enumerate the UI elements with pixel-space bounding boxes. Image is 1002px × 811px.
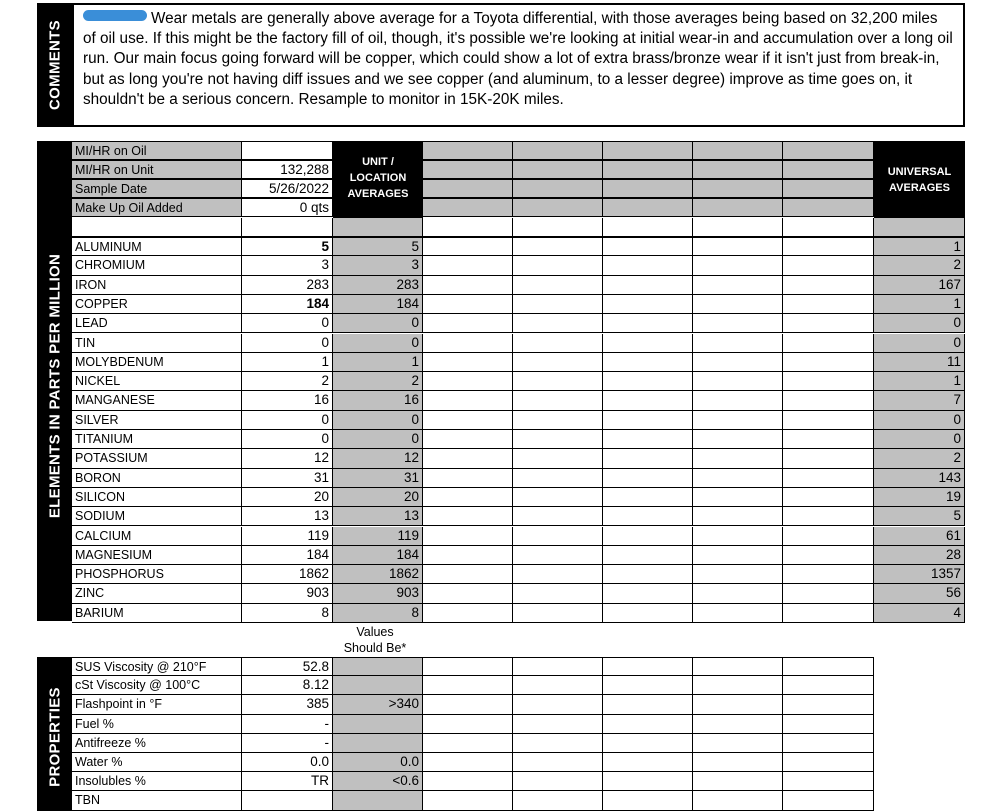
sample-info-value: 0 qts [242,198,333,217]
element-history-cell [783,604,874,623]
element-universal-avg: 1 [874,372,965,391]
element-history-cell [603,546,693,565]
sample-info-col-cell [513,179,603,198]
element-unit-avg: 283 [333,276,423,295]
property-should-be [333,791,423,810]
element-history-cell [603,256,693,275]
element-history-cell [693,604,783,623]
spacer-row-cell [513,218,603,237]
element-history-cell [693,546,783,565]
element-history-cell [783,353,874,372]
comments-sidebar [37,3,72,127]
property-history-cell [423,734,513,753]
property-history-cell [693,676,783,695]
element-history-cell [783,334,874,353]
sample-info-col-cell [423,141,513,160]
properties-sidebar [37,657,72,811]
element-history-cell [693,334,783,353]
element-name: TIN [72,334,242,353]
element-universal-avg: 0 [874,314,965,333]
property-history-cell [693,734,783,753]
property-history-cell [783,772,874,791]
element-history-cell [783,391,874,410]
sample-info-col-cell [603,141,693,160]
property-history-cell [693,753,783,772]
element-history-cell [693,507,783,526]
element-history-cell [603,391,693,410]
element-unit-avg: 1 [333,353,423,372]
element-history-cell [693,314,783,333]
element-history-cell [423,411,513,430]
element-unit-avg: 13 [333,507,423,526]
elements-section-label: ELEMENTS IN PARTS PER MILLION [46,253,63,519]
element-universal-avg: 0 [874,430,965,449]
element-unit-avg: 31 [333,469,423,488]
element-history-cell [513,411,603,430]
element-history-cell [693,584,783,603]
element-universal-avg: 7 [874,391,965,410]
element-history-cell [693,237,783,256]
sample-info-label: Make Up Oil Added [72,198,242,217]
element-history-cell [783,411,874,430]
element-name: MAGNESIUM [72,546,242,565]
property-history-cell [423,753,513,772]
property-history-cell [783,657,874,676]
element-name: COPPER [72,295,242,314]
element-unit-avg: 3 [333,256,423,275]
property-name: Antifreeze % [72,734,242,753]
element-history-cell [603,488,693,507]
unit-location-header [333,141,423,218]
property-value: - [242,715,333,734]
element-value: 3 [242,256,333,275]
element-unit-avg: 5 [333,237,423,256]
element-history-cell [513,256,603,275]
element-history-cell [423,372,513,391]
element-universal-avg: 56 [874,584,965,603]
element-universal-avg: 1357 [874,565,965,584]
element-history-cell [513,507,603,526]
element-history-cell [693,488,783,507]
element-name: TITANIUM [72,430,242,449]
sample-info-col-cell [783,141,874,160]
element-history-cell [603,314,693,333]
element-unit-avg: 16 [333,391,423,410]
element-value: 1862 [242,565,333,584]
element-universal-avg: 11 [874,353,965,372]
property-should-be: 0.0 [333,753,423,772]
element-history-cell [513,372,603,391]
element-history-cell [423,546,513,565]
element-history-cell [693,449,783,468]
property-history-cell [693,791,783,810]
property-history-cell [783,695,874,714]
spacer-row-cell [242,218,333,237]
element-unit-avg: 184 [333,546,423,565]
property-history-cell [513,676,603,695]
property-value: 52.8 [242,657,333,676]
property-history-cell [423,715,513,734]
element-history-cell [603,372,693,391]
element-value: 0 [242,314,333,333]
sample-info-col-cell [423,179,513,198]
element-history-cell [513,391,603,410]
element-history-cell [783,565,874,584]
element-history-cell [783,430,874,449]
sample-info-col-cell [603,160,693,179]
property-history-cell [513,734,603,753]
sample-info-col-cell [693,198,783,217]
spacer-row-cell [693,218,783,237]
element-name: IRON [72,276,242,295]
sample-info-col-cell [783,198,874,217]
element-history-cell [513,584,603,603]
element-value: 2 [242,372,333,391]
property-value: TR [242,772,333,791]
spacer-row-cell [333,218,423,237]
sample-info-col-cell [513,160,603,179]
sample-info-label: MI/HR on Oil [72,141,242,160]
element-history-cell [423,565,513,584]
element-history-cell [603,237,693,256]
property-should-be [333,715,423,734]
element-universal-avg: 0 [874,411,965,430]
sample-info-col-cell [603,179,693,198]
element-unit-avg: 2 [333,372,423,391]
element-history-cell [423,353,513,372]
sample-info-col-cell [513,141,603,160]
property-value: 385 [242,695,333,714]
element-history-cell [423,334,513,353]
property-history-cell [423,657,513,676]
element-unit-avg: 184 [333,295,423,314]
sample-info-value [242,141,333,160]
sample-info-col-cell [693,160,783,179]
element-value: 1 [242,353,333,372]
spacer-row-cell [423,218,513,237]
element-history-cell [783,237,874,256]
property-history-cell [513,715,603,734]
property-value: 0.0 [242,753,333,772]
element-universal-avg: 19 [874,488,965,507]
property-history-cell [603,715,693,734]
element-universal-avg: 1 [874,295,965,314]
element-unit-avg: 0 [333,430,423,449]
property-history-cell [693,657,783,676]
element-name: ALUMINUM [72,237,242,256]
element-universal-avg: 61 [874,527,965,546]
sample-info-col-cell [603,198,693,217]
property-history-cell [513,695,603,714]
property-history-cell [783,734,874,753]
element-history-cell [693,565,783,584]
element-name: NICKEL [72,372,242,391]
property-history-cell [603,695,693,714]
property-name: Flashpoint in °F [72,695,242,714]
sample-info-col-cell [783,179,874,198]
element-history-cell [783,449,874,468]
element-value: 184 [242,295,333,314]
element-history-cell [603,430,693,449]
element-universal-avg: 4 [874,604,965,623]
property-history-cell [603,791,693,810]
property-history-cell [603,657,693,676]
element-history-cell [783,488,874,507]
property-value: 8.12 [242,676,333,695]
element-history-cell [513,565,603,584]
universal-header [874,141,965,218]
element-history-cell [783,372,874,391]
element-history-cell [423,488,513,507]
universal-header-text: UNIVERSAL AVERAGES [887,166,952,194]
element-value: 12 [242,449,333,468]
element-name: CALCIUM [72,527,242,546]
property-should-be [333,657,423,676]
element-history-cell [423,237,513,256]
element-universal-avg: 5 [874,507,965,526]
element-history-cell [513,276,603,295]
element-history-cell [783,527,874,546]
redacted-name [83,10,147,21]
spacer-row-cell [603,218,693,237]
element-name: MOLYBDENUM [72,353,242,372]
element-universal-avg: 28 [874,546,965,565]
sample-info-label: Sample Date [72,179,242,198]
property-history-cell [603,676,693,695]
element-history-cell [603,411,693,430]
element-name: CHROMIUM [72,256,242,275]
property-name: Insolubles % [72,772,242,791]
element-history-cell [603,449,693,468]
element-unit-avg: 0 [333,334,423,353]
property-should-be: >340 [333,695,423,714]
sample-info-col-cell [783,160,874,179]
property-name: SUS Viscosity @ 210°F [72,657,242,676]
element-value: 283 [242,276,333,295]
element-history-cell [513,353,603,372]
element-history-cell [423,314,513,333]
element-name: PHOSPHORUS [72,565,242,584]
property-history-cell [513,772,603,791]
element-history-cell [423,469,513,488]
sample-info-col-cell [513,198,603,217]
property-history-cell [423,791,513,810]
element-value: 0 [242,430,333,449]
sample-info-value: 132,288 [242,160,333,179]
element-history-cell [783,256,874,275]
property-history-cell [603,753,693,772]
element-universal-avg: 2 [874,256,965,275]
element-value: 31 [242,469,333,488]
property-name: Fuel % [72,715,242,734]
element-history-cell [603,565,693,584]
sample-info-col-cell [423,198,513,217]
element-history-cell [513,488,603,507]
property-history-cell [423,695,513,714]
sample-info-value: 5/26/2022 [242,179,333,198]
element-history-cell [603,353,693,372]
element-value: 5 [242,237,333,256]
comments-text: Wear metals are generally above average for a Toyota differential, with those averages being based on 32,200 miles of oil use. If this might be the factory fill of oil, though, it's possible we're looking at initial wear-in and accumulation over a long oil run. Our main focus going forward will be copper, which could show a lot of extra brass/bronze wear if it isn't just from break-in, but as long you're not having diff issues and we see copper (and aluminum, to a lesser degree) improve as time goes on, it shouldn't be a serious concern. Resample to monitor in 15K-20K miles. [83,10,953,108]
element-history-cell [513,295,603,314]
element-history-cell [513,604,603,623]
property-should-be: <0.6 [333,772,423,791]
element-name: POTASSIUM [72,449,242,468]
element-history-cell [783,507,874,526]
property-history-cell [693,772,783,791]
element-history-cell [423,584,513,603]
element-history-cell [513,334,603,353]
element-value: 903 [242,584,333,603]
property-history-cell [693,695,783,714]
property-history-cell [603,734,693,753]
element-universal-avg: 167 [874,276,965,295]
element-history-cell [513,430,603,449]
element-unit-avg: 0 [333,411,423,430]
element-name: LEAD [72,314,242,333]
element-name: BARIUM [72,604,242,623]
unit-location-header-text: UNIT / LOCATION AVERAGES [347,156,409,200]
property-value [242,791,333,810]
element-history-cell [513,237,603,256]
property-name: Water % [72,753,242,772]
element-history-cell [693,430,783,449]
element-value: 8 [242,604,333,623]
element-unit-avg: 12 [333,449,423,468]
element-history-cell [603,584,693,603]
element-history-cell [513,449,603,468]
element-history-cell [783,469,874,488]
element-value: 20 [242,488,333,507]
element-history-cell [423,449,513,468]
element-history-cell [513,527,603,546]
property-history-cell [603,772,693,791]
element-universal-avg: 0 [874,334,965,353]
element-value: 0 [242,334,333,353]
element-value: 16 [242,391,333,410]
sample-info-col-cell [693,141,783,160]
comments-section-label: COMMENTS [46,20,63,110]
element-history-cell [783,276,874,295]
property-history-cell [423,676,513,695]
properties-section-label: PROPERTIES [46,687,63,787]
property-should-be [333,734,423,753]
element-unit-avg: 8 [333,604,423,623]
element-history-cell [693,276,783,295]
element-history-cell [603,604,693,623]
property-name: TBN [72,791,242,810]
element-history-cell [693,295,783,314]
element-universal-avg: 143 [874,469,965,488]
element-unit-avg: 20 [333,488,423,507]
property-history-cell [693,715,783,734]
sample-info-label: MI/HR on Unit [72,160,242,179]
element-value: 0 [242,411,333,430]
element-name: SILICON [72,488,242,507]
element-history-cell [693,527,783,546]
element-universal-avg: 1 [874,237,965,256]
property-history-cell [423,772,513,791]
element-history-cell [603,527,693,546]
property-value: - [242,734,333,753]
element-value: 13 [242,507,333,526]
spacer-row-cell [72,218,242,237]
element-history-cell [783,584,874,603]
spacer-row-cell [783,218,874,237]
element-history-cell [423,391,513,410]
spacer-row-cell [874,218,965,237]
element-history-cell [693,353,783,372]
sample-info-col-cell [693,179,783,198]
element-universal-avg: 2 [874,449,965,468]
element-value: 119 [242,527,333,546]
element-unit-avg: 0 [333,314,423,333]
comments-text-wrap [83,9,953,110]
property-name: cSt Viscosity @ 100°C [72,676,242,695]
element-name: SODIUM [72,507,242,526]
element-history-cell [603,469,693,488]
element-history-cell [423,430,513,449]
element-history-cell [423,527,513,546]
element-history-cell [693,372,783,391]
element-history-cell [423,295,513,314]
element-history-cell [693,411,783,430]
element-history-cell [603,507,693,526]
element-unit-avg: 1862 [333,565,423,584]
element-history-cell [603,295,693,314]
element-history-cell [423,276,513,295]
element-history-cell [693,256,783,275]
element-history-cell [423,604,513,623]
element-unit-avg: 119 [333,527,423,546]
element-name: ZINC [72,584,242,603]
property-history-cell [513,657,603,676]
elements-sidebar [37,141,72,621]
element-name: MANGANESE [72,391,242,410]
element-history-cell [423,507,513,526]
property-history-cell [513,753,603,772]
element-history-cell [513,469,603,488]
values-should-be-label: Values Should Be* [343,625,407,655]
element-name: BORON [72,469,242,488]
element-name: SILVER [72,411,242,430]
property-should-be [333,676,423,695]
property-history-cell [783,791,874,810]
element-history-cell [603,276,693,295]
element-history-cell [783,314,874,333]
element-history-cell [423,256,513,275]
property-history-cell [783,753,874,772]
element-history-cell [693,391,783,410]
element-history-cell [513,546,603,565]
comments-box [72,3,965,127]
element-history-cell [603,334,693,353]
property-history-cell [513,791,603,810]
element-history-cell [783,546,874,565]
element-unit-avg: 903 [333,584,423,603]
element-history-cell [693,469,783,488]
sample-info-col-cell [423,160,513,179]
element-history-cell [513,314,603,333]
element-value: 184 [242,546,333,565]
element-history-cell [783,295,874,314]
property-history-cell [783,715,874,734]
property-history-cell [783,676,874,695]
